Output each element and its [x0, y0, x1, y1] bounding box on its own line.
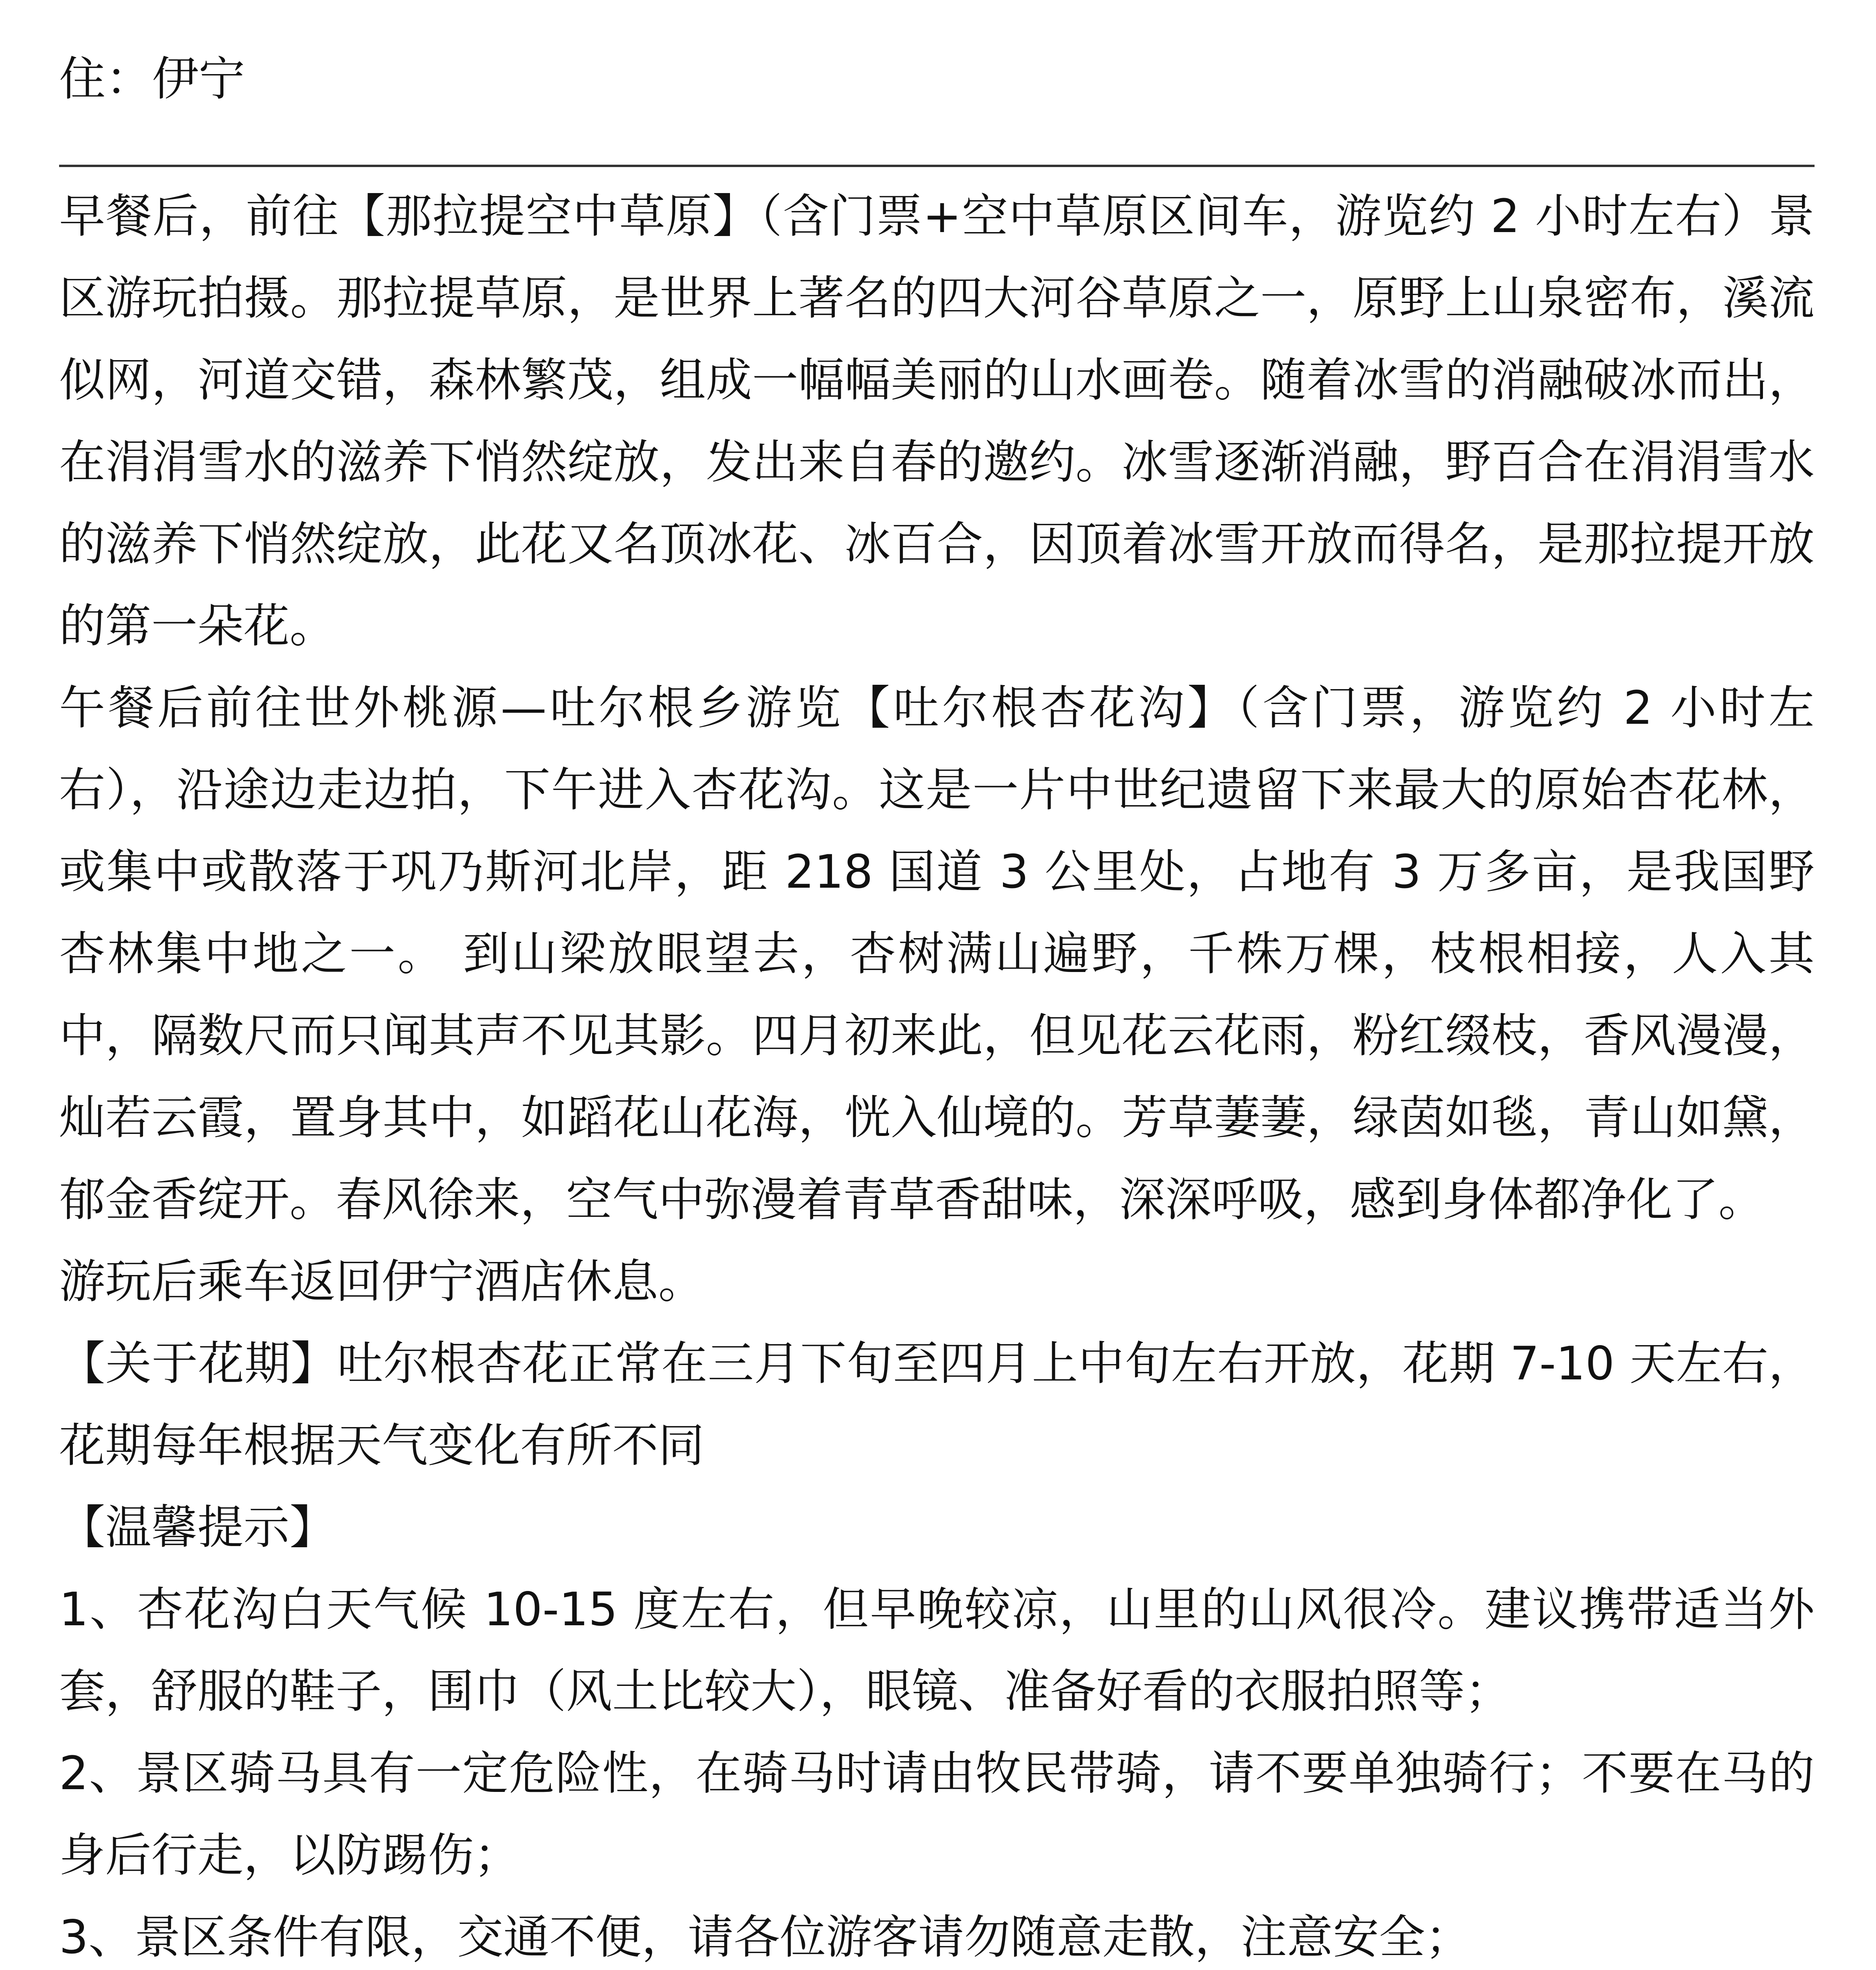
- paragraph-apricot-valley: 午餐后前往世外桃源—吐尔根乡游览【吐尔根杏花沟】（含门票，游览约 2 小时左右），沿途边走边拍，下午进入杏花沟。这是一片中世纪遗留下来最大的原始杏花林，或集中或散落于巩乃斯河北岸，距 218 国道 3 公里处，占地有 3 万多亩，是我国野杏林集中地之一。 到山梁放眼望去，杏树满山遍野，千株万棵，枝根相接，人入其中，隔数尺而只闻其声不见其影。四月初来此，但见花云花雨，粉红缀枝，香风漫漫，灿若云霞，置身其中，如蹈花山花海，恍入仙境的。芳草萋萋，绿茵如毯，青山如黛，郁金香绽开。春风徐来，空气中弥漫着青草香甜味，深深呼吸，感到身体都净化了。: [59, 681, 1815, 1227]
- itinerary-body: [59, 175, 1815, 1970]
- accommodation-line: 住：伊宁: [59, 52, 245, 106]
- tip-item-2: 2、景区骑马具有一定危险性，在骑马时请由牧民带骑，请不要单独骑行；不要在马的身后行走，以防踢伤；: [59, 1746, 1815, 1882]
- paragraph-flowering-period: 【关于花期】吐尔根杏花正常在三月下旬至四月上中旬左右开放，花期 7-10 天左右，花期每年根据天气变化有所不同: [59, 1336, 1815, 1472]
- tips-heading: 【温馨提示】: [59, 1500, 336, 1554]
- paragraph-return-hotel: 游玩后乘车返回伊宁酒店休息。: [59, 1254, 705, 1308]
- tip-item-1: 1、杏花沟白天气候 10-15 度左右，但早晚较凉，山里的山风很冷。建议携带适当外套，舒服的鞋子，围巾（风土比较大），眼镜、准备好看的衣服拍照等；: [59, 1582, 1815, 1718]
- paragraph-nalati: 早餐后，前往【那拉提空中草原】（含门票+空中草原区间车，游览约 2 小时左右）景区游玩拍摄。那拉提草原，是世界上著名的四大河谷草原之一，原野上山泉密布，溪流似网，河道交错，森林繁茂，组成一幅幅美丽的山水画卷。随着冰雪的消融破冰而出，在涓涓雪水的滋养下悄然绽放，发出来自春的邀约。冰雪逐渐消融，野百合在涓涓雪水的滋养下悄然绽放，此花又名顶冰花、冰百合，因顶着冰雪开放而得名，是那拉提开放的第一朵花。: [59, 189, 1815, 653]
- header-divider: [59, 165, 1815, 167]
- tip-item-3: 3、景区条件有限，交通不便，请各位游客请勿随意走散，注意安全；: [59, 1910, 1471, 1964]
